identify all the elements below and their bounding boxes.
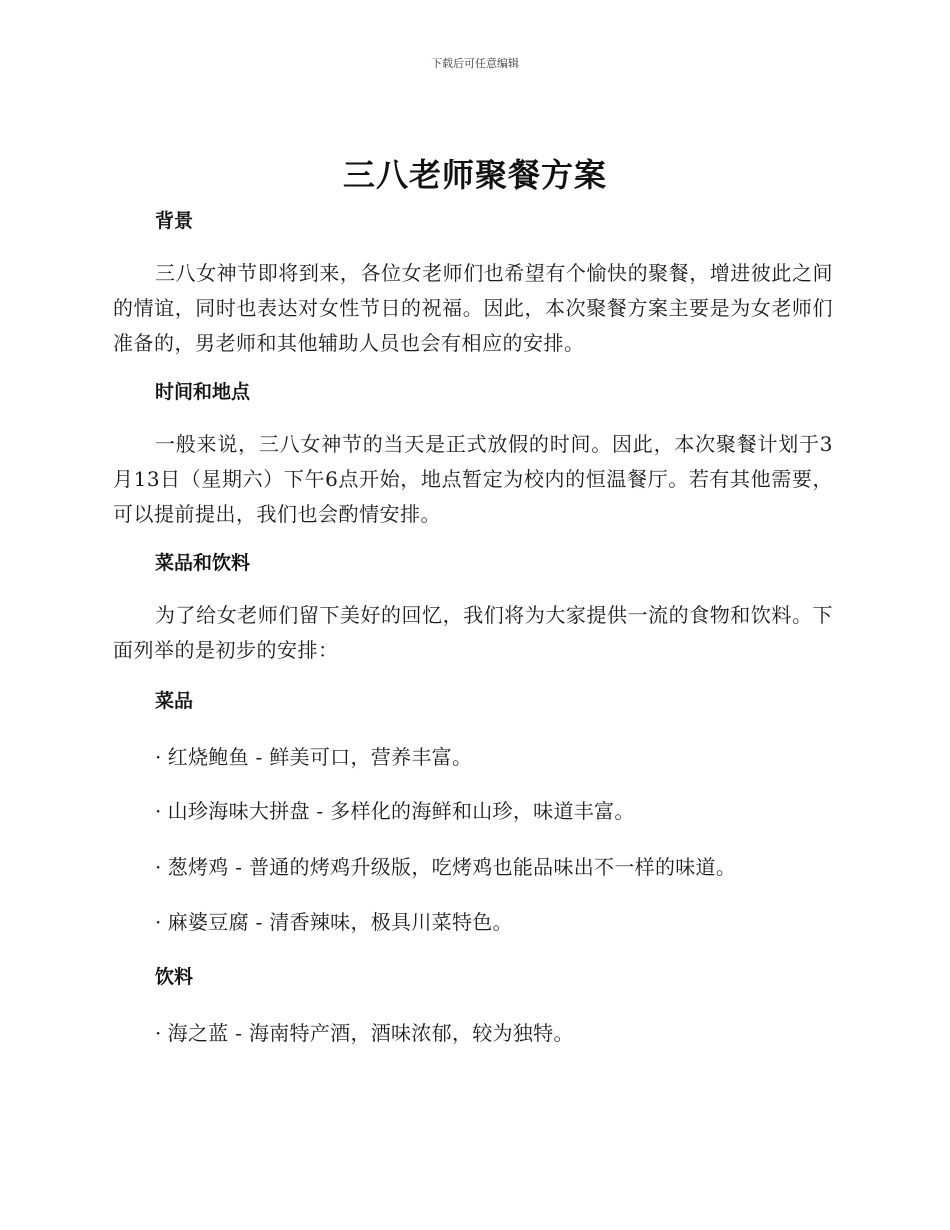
drink-item-text: 海之蓝 - 海南特产酒，酒味浓郁，较为独特。 [167,1021,574,1045]
paragraph-time-place: 一般来说，三八女神节的当天是正式放假的时间。因此，本次聚餐计划于3月13日（星期六）下午6点开始，地点暂定为校内的恒温餐厅。若有其他需要，可以提前提出，我们也会酌情安排。 [113,432,833,526]
section-heading-background: 背景 [155,210,194,232]
dish-item-text: 麻婆豆腐 - 清香辣味，极具川菜特色。 [167,910,513,934]
paragraph-food-drink: 为了给女老师们留下美好的回忆，我们将为大家提供一流的食物和饮料。下面列举的是初步的安排： [113,603,833,662]
paragraph-background: 三八女神节即将到来，各位女老师们也希望有个愉快的聚餐，增进彼此之间的情谊，同时也表达对女性节日的祝福。因此，本次聚餐方案主要是为女老师们准备的，男老师和其他辅助人员也会有相应的安排。 [113,261,833,355]
section-heading-time-place: 时间和地点 [155,381,251,403]
bullet-icon: · [155,910,162,934]
section-heading-drinks: 饮料 [155,966,194,988]
bullet-icon: · [155,799,162,823]
bullet-icon: · [155,1021,162,1045]
list-item [155,744,833,770]
list-item [155,909,833,935]
page-header: 下载后可任意编辑 [431,57,519,70]
dish-item-text: 红烧鲍鱼 - 鲜美可口，营养丰富。 [167,745,473,769]
dish-item-text: 山珍海味大拼盘 - 多样化的海鲜和山珍，味道丰富。 [167,799,635,823]
list-item [155,798,833,824]
dish-item-text: 葱烤鸡 - 普通的烤鸡升级版，吃烤鸡也能品味出不一样的味道。 [167,855,737,879]
list-item [155,854,833,880]
section-heading-food-drink: 菜品和饮料 [155,552,251,574]
bullet-icon: · [155,745,162,769]
document-title: 三八老师聚餐方案 [342,156,607,194]
document-body [113,208,833,1046]
list-item [155,1020,833,1046]
bullet-icon: · [155,855,162,879]
section-heading-dishes: 菜品 [155,690,194,712]
